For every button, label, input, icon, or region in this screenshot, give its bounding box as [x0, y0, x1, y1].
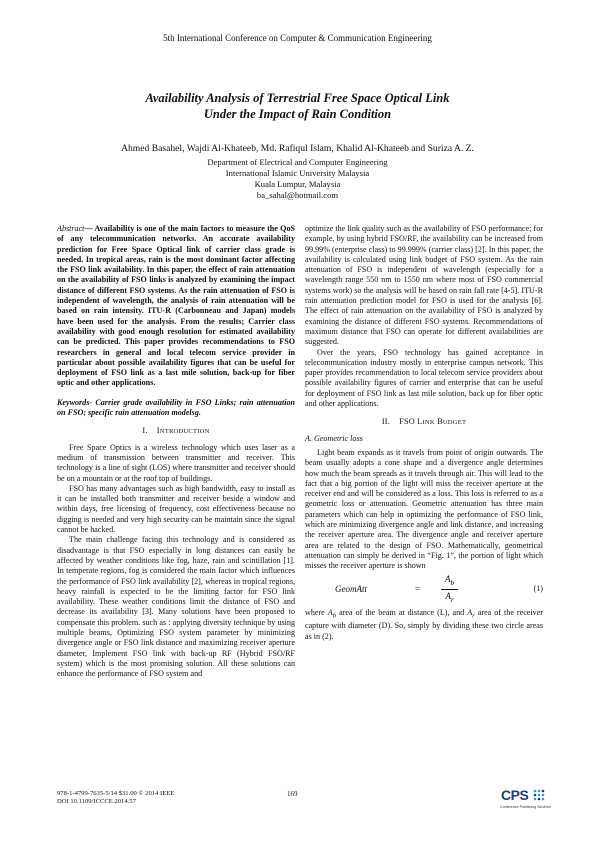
paper-title — [60, 90, 535, 122]
geometric-loss-paragraph: Light beam expands as it travels from point of origin outwards. The beam usually adopts a cone shape and a divergence angle determines how much the beam spreads as it travels through air. This will lead to the fact that a big portion of the light will miss the receiver aperture at the receiver end and will be considered as a loss. This loss is referred to as a geometric loss or attenuation. Geometric attenuation has three main parameters which can help in optimizing the performance of FSO link, which are minimizing divergence angle and link distance, and increasing the receiver aperture area. The divergence angle and receiver aperture area are related to the design of FSO. Mathematically, geometrical attenuation can simply be derived in “Fig. 1”, the portion of light which misses the receiver aperture is shown — [305, 447, 543, 571]
intro-paragraph-2: FSO has many advantages such as high bandwidth, easy to install as it can be installed both transmitter and receiver beside a window and within days, free licensing of frequency, cost effectiveness because no digging is needed and very high security can be maintain since the signal cannot be hacked. — [57, 483, 295, 535]
keywords-text: Carrier grade availability in FSO Links; rain attenuation on FSO; specific rain attenuation modelsg. — [57, 397, 295, 418]
abstract-text: — Availability is one of the main factors to measure the QoS of any telecommunication networks. An accurate availability prediction for Free Space Optical link of carrier class grade is needed. In tropical areas, rain is the most dominant factor affecting the FSO link availability. In this paper, the effect of rain attenuation on the availability of FSO links is analyzed by examining the impact distance of different FSO systems. As the rain attenuation of FSO is independent of wavelength, the analysis of rain attenuation will be based on rain intensity. ITU-R (Carbonneau and Japan) models have been used for the analysis. From the results; Carrier class availability with good enough resolution for estimated availability can be predicted. This paper provides recommendations to FSO researchers in general and local telecom service provider in particular about possible availability figures that can be useful for deployment of FSO link as a last mile solution, back-up for fiber optic and other applications. — [57, 224, 295, 388]
cps-logo-subtitle: Conference Publishing Services — [500, 805, 551, 809]
author-list: Ahmed Basahel, Wajdi Al-Khateeb, Md. Rafiqul Islam, Khalid Al-Khateeb and Suriza A. Z. — [121, 143, 474, 154]
abstract-label: Abstract — [57, 224, 85, 233]
abstract — [57, 224, 295, 389]
conference-header: 5th International Conference on Computer & Communication Engineering — [163, 33, 432, 43]
section-heading-introduction: I. INTRODUCTION — [142, 426, 210, 436]
keywords — [57, 398, 295, 419]
affiliation — [0, 157, 595, 201]
isbn-line: 978-1-4799-7635-5/14 $31.00 © 2014 IEEE — [57, 790, 175, 797]
intro-paragraph-4: optimize the link quality such as the availability of FSO performance; for example, by using hybrid FSO/RF, the availability can be increased from 99.99% (enterprise class) to 99.999% (carrier class) [2]. In this paper, the availability is calculated using link budget of FSO system. As the rain attenuation of FSO is independent of wavelength (especially for a wavelength range 550 nm to 1550 nm where most of FSO commercial systems work) so the analysis will be based on rain fall rate [4-5]. ITU-R rain attenuation prediction model for FSO is used for the analysis [6]. The effect of rain attenuation on the availability of FSO is analyzed by examining the distance of different FSO systems. Recommendations of maximum distance that FSO can operate for different availabilities are suggested. — [305, 224, 543, 347]
left-column — [57, 224, 295, 679]
title-line-1: Availability Analysis of Terrestrial Free Space Optical Link — [145, 91, 450, 105]
fraction-numerator: $A_b$ — [441, 574, 458, 590]
equation-number: (1) — [533, 584, 543, 594]
right-column — [305, 224, 543, 642]
equation-operator: = — [415, 584, 421, 595]
subsection-heading-geometric-loss: A. Geometric loss — [305, 433, 363, 443]
cps-logo-dots-icon — [533, 789, 545, 801]
cps-logo-text: CPS — [501, 787, 529, 803]
author-email: ba_sahal@hotmail.com — [256, 190, 339, 200]
keywords-label: Keywords- — [57, 397, 93, 407]
affiliation-department: Department of Electrical and Computer Engineering — [207, 157, 388, 167]
intro-paragraph-1: Free Space Optics is a wireless technology which uses laser as a medium of transmission between transmitter and receiver. This technology is a line of sight (LOS) where transmitter and receiver should be on a mountain or at the roof top of buildings. — [57, 442, 295, 483]
affiliation-university: International Islamic University Malaysia — [225, 168, 370, 178]
page-number: 169 — [287, 790, 298, 798]
cps-logo — [498, 785, 551, 813]
equation-fraction — [441, 574, 458, 605]
equation-lhs: GeomAtt — [335, 584, 367, 595]
equation-explanation: where $A_b$ area of the beam at distance (L), and $A_r$ area of the receiver capture with diameter (D). So, simply by dividing these two circle areas as in (2). — [305, 607, 543, 641]
intro-paragraph-3: The main challenge facing this technology and is considered as disadvantage is that FSO especially in long distances can easily be affected by weather conditions like fog, haze, rain and scintillation [1]. In temperate regions, fog is considered the main factor which influences the performance of FSO link availability [2], whereas in tropical regions, heavy rainfall is expected to be the limiting factor for FSO link availability. These weather conditions limit the distance of FSO and decrease its availability [3]. Many solutions have been proposed to compensate this problem. such as : applying diversity technique by using multiple beams, Optimizing FSO system parameter by minimizing divergence angle or FSO link distance and maximizing receiver aperture diameter, Implement FSO link with back-up RF (Hybrid FSO/RF system) which is the most promising solution. All these solutions can enhance the performance of FSO system and — [57, 535, 295, 679]
fraction-denominator: $A_r$ — [445, 591, 454, 604]
intro-paragraph-5: Over the years, FSO technology has gained acceptance in telecommunication industry mostly in enterprise campus network. This paper provides recommendation to local telecom service providers about possible availability figures of carrier and enterprise that can be useful for deployment of FSO link as last mile solution, back up for fiber optic and other applications. — [305, 347, 543, 409]
copyright-footer — [57, 790, 174, 806]
section-heading-fso-link-budget: II. FSO LINK BUDGET — [381, 417, 467, 427]
equation-1 — [305, 574, 543, 606]
doi-line: DOI 10.1109/ICCCE.2014.57 — [57, 798, 136, 805]
title-line-2: Under the Impact of Rain Condition — [203, 107, 392, 121]
affiliation-location: Kuala Lumpur, Malaysia — [254, 179, 341, 189]
